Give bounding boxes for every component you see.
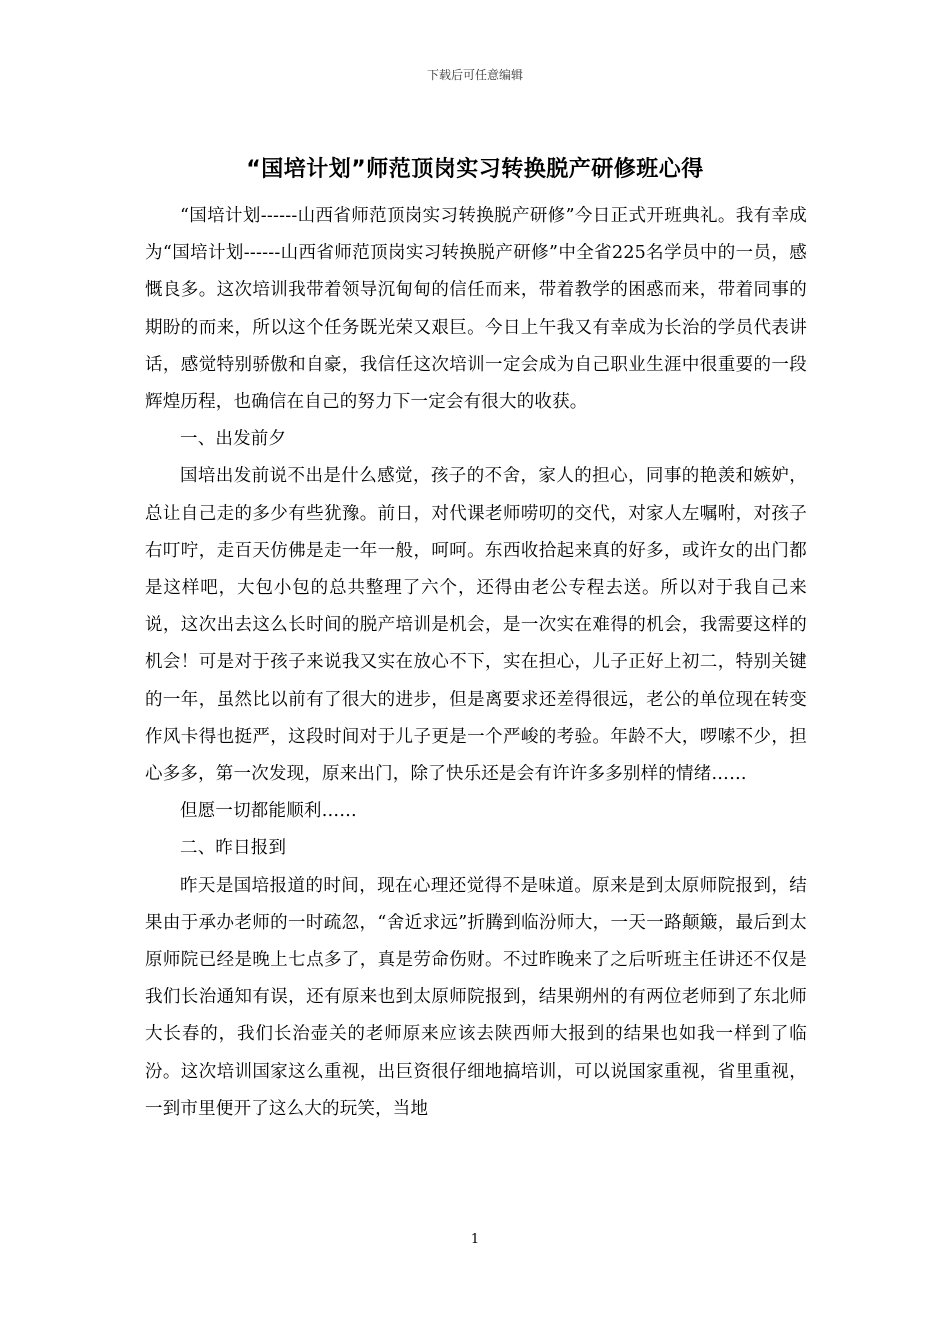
paragraph-wish: 但愿一切都能顺利……	[180, 801, 357, 822]
page-number: 1	[470, 1232, 480, 1247]
section-heading-departure: 一、出发前夕	[180, 429, 287, 450]
document-body	[145, 198, 807, 1128]
paragraph-departure: 国培出发前说不出是什么感觉，孩子的不舍，家人的担心，同事的艳羡和嫉妒，总让自己走的多少有些犹豫。前日，对代课老师唠叨的交代，对家人左嘱咐，对孩子右叮咛，走百天仿佛是走一年一般，呵呵。东西收拾起来真的好多，或许女的出门都是这样吧，大包小包的总共整理了六个，还得由老公专程去送。所以对于我自己来说，这次出去这么长时间的脱产培训是机会，是一次实在难得的机会，我需要这样的机会！可是对于孩子来说我又实在放心不下，实在担心，儿子正好上初二，特别关键的一年，虽然比以前有了很大的进步，但是离要求还差得很远，老公的单位现在转变作风卡得也挺严，这段时间对于儿子更是一个严峻的考验。年龄不大，啰嗦不少，担心多多，第一次发现，原来出门，除了快乐还是会有许许多多别样的情绪……	[145, 466, 807, 785]
section-heading-registration: 二、昨日报到	[180, 838, 287, 859]
paragraph-registration: 昨天是国培报道的时间，现在心理还觉得不是味道。原来是到太原师院报到，结果由于承办老师的一时疏忽，“舍近求远”折腾到临汾师大，一天一路颠簸，最后到太原师院已经是晚上七点多了，真是劳命伤财。不过昨晚来了之后听班主任讲还不仅是我们长治通知有误，还有原来也到太原师院报到，结果朔州的有两位老师到了东北师大长春的，我们长治壶关的老师原来应该去陕西师大报到的结果也如我一样到了临汾。这次培训国家这么重视，出巨资很仔细地搞培训，可以说国家重视，省里重视，一到市里便开了这么大的玩笑，当地	[145, 875, 807, 1119]
paragraph-intro: “国培计划------山西省师范顶岗实习转换脱产研修”今日正式开班典礼。我有幸成为“国培计划------山西省师范顶岗实习转换脱产研修”中全省225名学员中的一员，感慨良多。这次培训我带着领导沉甸甸的信任而来，带着教学的困惑而来，带着同事的期盼的而来，所以这个任务既光荣又艰巨。今日上午我又有幸成为长治的学员代表讲话，感觉特别骄傲和自豪，我信任这次培训一定会成为自己职业生涯中很重要的一段辉煌历程，也确信在自己的努力下一定会有很大的收获。	[145, 206, 807, 413]
header-note: 下载后可任意编辑	[426, 68, 523, 82]
document-title: “国培计划”师范顶岗实习转换脱产研修班心得	[246, 157, 704, 182]
